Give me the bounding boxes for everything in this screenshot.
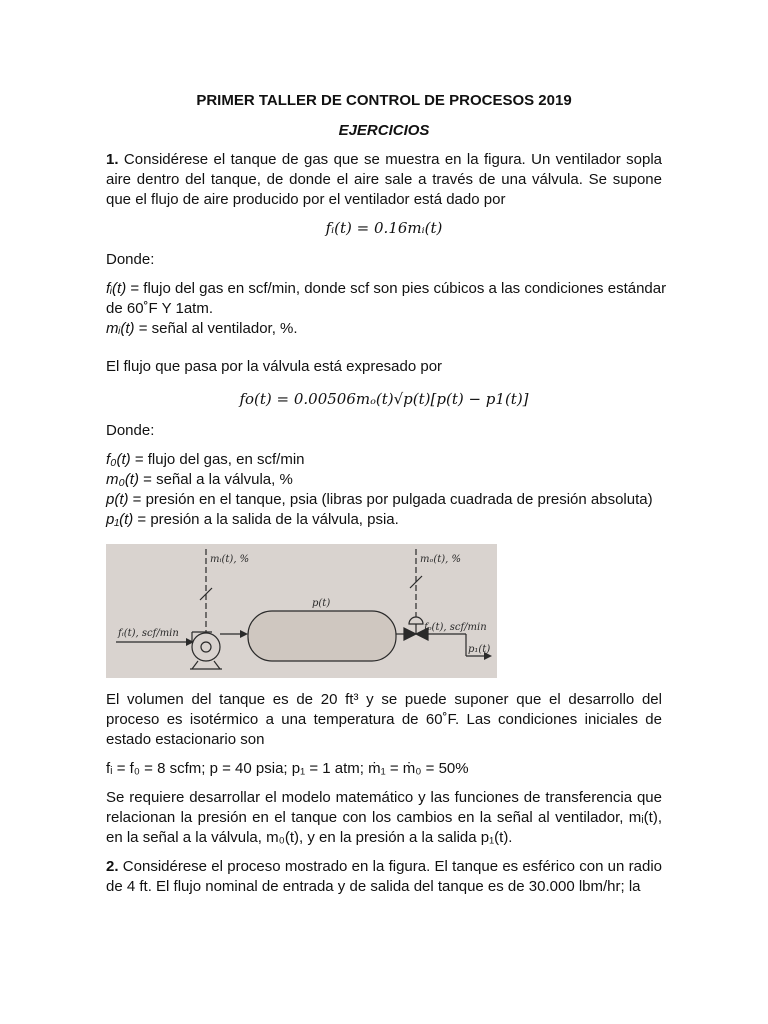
definition-p xyxy=(106,490,653,510)
fan-hub-icon xyxy=(201,642,211,652)
variable: m₀(t) xyxy=(106,471,139,488)
variable: p₁(t) xyxy=(106,511,134,528)
definition-mo xyxy=(106,470,293,490)
label-p: p(t) xyxy=(312,598,331,609)
label-mi: mᵢ(t), % xyxy=(210,554,250,565)
requirement-paragraph: Se requiere desarrollar el modelo matemático y las funciones de transferencia que relacionan la presión en el tanque con los cambios en la señal al ventilador, mᵢ(t), en la señal a la válvula, m₀(t), y en la presión a la salida p₁(t). xyxy=(106,789,662,846)
arrow-icon xyxy=(240,630,248,638)
exercise-number: 1. xyxy=(106,151,119,168)
donde-label: Donde: xyxy=(106,251,155,268)
label-fo: fₒ(t), scf/min xyxy=(424,622,487,633)
exercise-text: Considérese el proceso mostrado en la figura. El tanque es esférico con un radio de 4 ft. El flujo nominal de entrada y de salida del tanque es de 30.000 lbm/hr; la xyxy=(106,858,662,895)
variable: f₀(t) xyxy=(106,451,131,468)
equation-fi: fᵢ(t) = 0.16mᵢ(t) xyxy=(325,219,443,237)
definition-text: = flujo del gas en scf/min, donde scf son pies cúbicos a las condiciones estándar xyxy=(126,280,667,297)
process-figure xyxy=(106,544,497,678)
definition-text: = presión en el tanque, psia (libras por pulgada cuadrada de presión absoluta) xyxy=(128,491,653,508)
label-fi: fᵢ(t), scf/min xyxy=(118,628,179,639)
variable: mᵢ(t) xyxy=(106,320,135,337)
exercise-number: 2. xyxy=(106,858,119,875)
variable: fᵢ(t) xyxy=(106,280,127,297)
definition-fi-cont: de 60˚F Y 1atm. xyxy=(106,300,214,317)
valve-icon xyxy=(404,628,416,640)
definition-text: = presión a la salida de la válvula, psia. xyxy=(133,511,399,528)
exercise-1-intro xyxy=(106,150,662,210)
tank-icon xyxy=(248,611,396,661)
exercise-text: Considérese el tanque de gas que se muestra en la figura. Un ventilador sopla aire dentro del tanque, de donde el aire sale a través de una válvula. Se supone que el flujo de aire producido por el ventilador está dado por xyxy=(106,151,662,208)
document-title: PRIMER TALLER DE CONTROL DE PROCESOS 2019 xyxy=(196,92,572,109)
flow-intro: El flujo que pasa por la válvula está expresado por xyxy=(106,358,443,375)
tank-diagram xyxy=(106,544,497,678)
variable: p(t) xyxy=(106,491,129,508)
definition-text: = flujo del gas, en scf/min xyxy=(130,451,305,468)
initial-conditions: fᵢ = f₀ = 8 scfm; p = 40 psia; p₁ = 1 atm; ṁ₁ = ṁ₀ = 50% xyxy=(106,760,469,777)
definition-mi xyxy=(106,319,298,339)
definition-p1 xyxy=(106,510,399,530)
donde-label: Donde: xyxy=(106,422,155,439)
label-mo: mₒ(t), % xyxy=(420,554,462,565)
label-p1: p₁(t) xyxy=(468,644,491,655)
definition-text: = señal al ventilador, %. xyxy=(134,320,298,337)
volume-paragraph: El volumen del tanque es de 20 ft³ y se puede suponer que el desarrollo del proceso es isotérmico a una temperatura de 60˚F. Las condiciones iniciales de estado estacionario son xyxy=(106,691,662,748)
section-heading: EJERCICIOS xyxy=(338,122,430,139)
definition-text: = señal a la válvula, % xyxy=(138,471,293,488)
definition-fo xyxy=(106,450,305,470)
equation-fo: fo(t) = 0.00506mₒ(t)√p(t)[p(t) − p1(t)] xyxy=(239,390,529,408)
exercise-2-intro xyxy=(106,857,662,897)
fan-icon xyxy=(192,633,220,661)
definition-fi xyxy=(106,279,666,299)
